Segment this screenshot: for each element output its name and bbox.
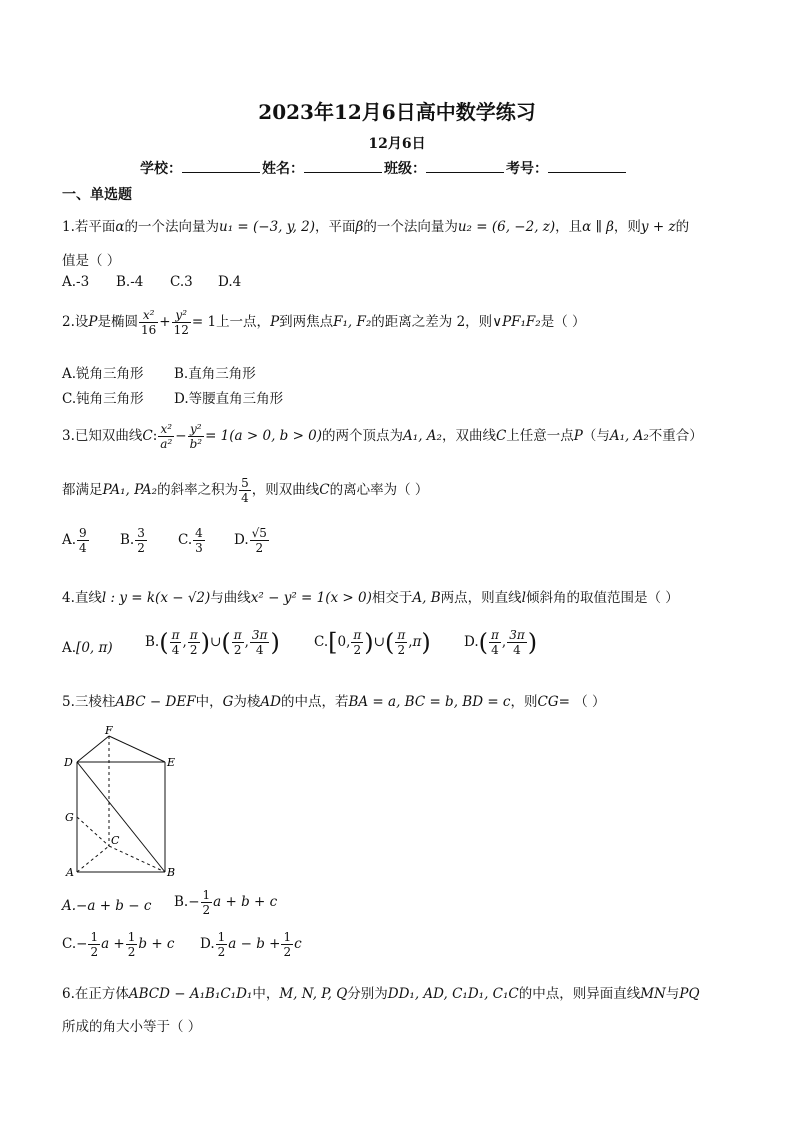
q1-beta: β <box>355 219 364 235</box>
q5-option-a: A.−a + b − c <box>62 898 152 914</box>
edge-GC <box>77 817 109 846</box>
edge-DF <box>77 736 109 762</box>
q2-text: 到两焦点 <box>279 314 334 330</box>
q1-vector-u1: u₁ = (−3, y, 2) <box>219 219 316 235</box>
q3-frac-x: $\frac{\text{x²}}{\text{a²}}$ <box>160 422 173 451</box>
label-G: G <box>65 811 74 824</box>
prism-figure <box>60 724 190 880</box>
q2-foci: F₁, F₂ <box>333 314 372 330</box>
q3-frac-y: $\frac{\text{y²}}{\text{b²}}$ <box>189 422 203 451</box>
q2-option-d: D.等腰直角三角形 <box>174 391 284 407</box>
q1-option-c: C.3 <box>170 274 193 290</box>
q2-frac-y: $\frac{\text{y²}}{12}$ <box>173 308 189 337</box>
q3-text: 的两个顶点为 <box>322 428 404 444</box>
label-A: A <box>66 866 74 879</box>
q1-vector-u2: u₂ = (6, −2, z) <box>457 219 556 235</box>
exam-no-blank <box>548 158 626 173</box>
q2-option-a: A.锐角三角形 <box>62 366 144 382</box>
question-1-line-1 <box>62 215 689 235</box>
section-heading: 一、单选题 <box>62 187 132 203</box>
q1-text: ，平面 <box>315 219 356 235</box>
q4-curve-equation: x² − y² = 1(x > 0) <box>250 590 372 606</box>
q5-option-c: C.− $\frac{1}{2}$ a + $\frac{1}{2}$ b + c <box>62 930 175 959</box>
label-D: D <box>64 756 73 769</box>
exam-no-label: 考号： <box>506 161 548 177</box>
q2-point-p: P <box>88 314 98 330</box>
edge-FE <box>109 736 165 762</box>
school-label: 学校： <box>140 161 182 177</box>
label-B: B <box>167 866 176 879</box>
q1-text: 的一个法向量为 <box>124 219 220 235</box>
q5-option-b: B.− $\frac{1}{2}$ a + b + c <box>174 888 278 917</box>
student-info-row <box>140 158 628 178</box>
q2-text: 上一点， <box>216 314 271 330</box>
q3-option-d: D. $\frac{√5}{2}$ <box>234 526 267 555</box>
question-2: 2.设P是椭圆 $\frac{\text{x²}}{16}$ + $\frac{\text{y²}}{12}$ = 1上一点，P到两焦点F₁, F₂的距离之差为 2，则∨PF₁F₂是（ ） <box>62 308 586 337</box>
question-6-line-1: 6.在正方体ABCD − A₁B₁C₁D₁中，M, N, P, Q分别为DD₁, AD, C₁D₁, C₁C的中点，则异面直线MN与PQ <box>62 986 700 1002</box>
page-subtitle: 12月6日 <box>368 136 426 152</box>
question-4: 4.直线l : y = k(x − √2)与曲线x² − y² = 1(x > 0)相交于A, B两点，则直线l倾斜角的取值范围是（ ） <box>62 590 679 606</box>
edge-AC <box>77 846 109 872</box>
q4-option-a: A.[0, π) <box>62 640 113 656</box>
q2-frac-x: $\frac{\text{x²}}{16}$ <box>140 308 157 337</box>
edge-DB <box>77 762 165 872</box>
q1-parallel: α ∥ β <box>582 219 614 235</box>
page-title: 2023年12月6日高中数学练习 <box>258 100 536 124</box>
edge-CB <box>109 846 165 872</box>
label-C: C <box>111 834 120 847</box>
class-blank <box>426 158 504 173</box>
q1-option-a: A.-3 <box>62 274 90 290</box>
name-label: 姓名： <box>262 161 304 177</box>
q1-text: 1.若平面 <box>62 219 116 235</box>
question-3-line-1: 3.已知双曲线C: $\frac{\text{x²}}{\text{a²}}$ − $\frac{\text{y²}}{\text{b²}}$ = 1(a > 0, b > 0)的两个顶点为A₁, A₂，双曲线C上任意一点P（与A₁, A₂不重合） <box>62 422 703 451</box>
q2-option-c: C.钝角三角形 <box>62 391 144 407</box>
q2-option-b: B.直角三角形 <box>174 366 256 382</box>
q1-text: 的一个法向量为 <box>363 219 458 235</box>
q1-alpha: α <box>115 219 125 235</box>
q4-option-c: C.[0, $\frac{\pi}{2}$ )∪( $\frac{\pi}{2}$ ,π) <box>314 628 431 657</box>
question-1-line-2: 值是（ ） <box>62 253 121 269</box>
q2-text: 是（ ） <box>540 314 586 330</box>
q2-text: 2.设 <box>62 314 89 330</box>
q1-option-d: D.4 <box>218 274 242 290</box>
question-3-line-2: 都满足PA₁, PA₂的斜率之积为 $\frac{5}{4}$ ，则双曲线C的离心率为（ ） <box>62 476 429 505</box>
label-F: F <box>105 724 113 737</box>
question-5: 5.三棱柱ABC − DEF中，G为棱AD的中点，若BA = a, BC = b, BD = c，则CG= （ ） <box>62 694 606 710</box>
q3-option-a: A. $\frac{9}{4}$ <box>62 526 87 555</box>
q1-expr: y + z <box>640 219 676 235</box>
q5-vector-definitions: BA = a, BC = b, BD = c <box>348 694 511 710</box>
label-E: E <box>167 756 176 769</box>
school-blank <box>182 158 260 173</box>
q4-option-b: B.( $\frac{\pi}{4}$ , $\frac{\pi}{2}$ )∪( $\frac{\pi}{2}$ , $\frac{3\pi}{4}$ ) <box>145 628 280 657</box>
q3-text: 3.已知双曲线 <box>62 428 143 444</box>
q3-slope-product: $\frac{5}{4}$ <box>241 476 249 505</box>
q2-triangle: ∨PF₁F₂ <box>492 314 541 330</box>
name-blank <box>304 158 382 173</box>
class-label: 班级： <box>384 161 426 177</box>
q1-text: 的 <box>675 219 690 235</box>
q1-text: ，且 <box>555 219 583 235</box>
q4-option-d: D.( $\frac{\pi}{4}$ , $\frac{3\pi}{4}$ ) <box>464 628 538 657</box>
q2-text: 是椭圆 <box>97 314 138 330</box>
q1-option-b: B.-4 <box>116 274 144 290</box>
q3-option-c: C. $\frac{4}{3}$ <box>178 526 203 555</box>
q3-option-b: B. $\frac{3}{2}$ <box>120 526 145 555</box>
q5-option-d: D. $\frac{1}{2}$ a − b + $\frac{1}{2}$ c <box>200 930 302 959</box>
q3-condition: = 1(a > 0, b > 0) <box>205 428 323 444</box>
q2-text: 的距离之差为 2，则 <box>371 314 493 330</box>
q4-line-equation: l : y = k <box>101 590 156 606</box>
question-6-line-2: 所成的角大小等于（ ） <box>62 1019 202 1035</box>
q1-text: ，则 <box>613 219 641 235</box>
